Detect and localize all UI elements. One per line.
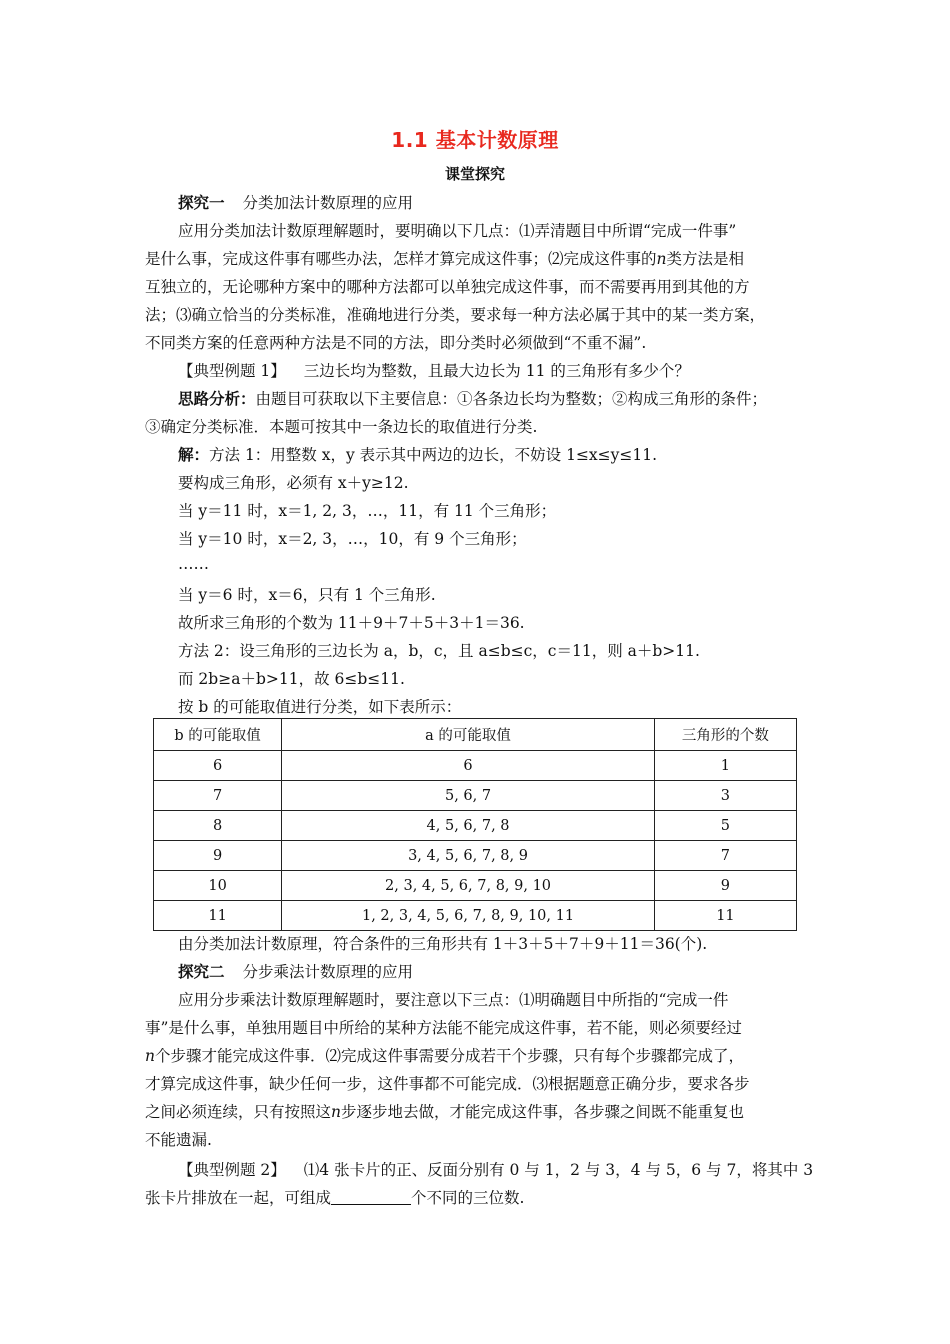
table-row bbox=[154, 781, 797, 811]
table-cell: 6 bbox=[282, 751, 655, 781]
table-cell: 3 bbox=[654, 781, 796, 811]
example-label: 【典型例题 1】 bbox=[178, 362, 286, 380]
variable-n: n bbox=[145, 1047, 155, 1065]
table-cell: 11 bbox=[154, 901, 282, 931]
paragraph-line: 应用分类加法计数原理解题时，要明确以下几点：⑴弄清题目中所谓“完成一件事” bbox=[178, 222, 737, 240]
analysis-line: ③确定分类标准．本题可按其中一条边长的取值进行分类. bbox=[145, 418, 538, 436]
table-cell: 5, 6, 7 bbox=[282, 781, 655, 811]
paragraph-line: 事”是什么事，单独用题目中所给的某种方法能不能完成这件事，若不能，则必须要经过 bbox=[145, 1019, 742, 1037]
variable-n: n bbox=[331, 1103, 341, 1121]
table-cell: 4, 5, 6, 7, 8 bbox=[282, 811, 655, 841]
solution-label: 解： bbox=[178, 446, 210, 464]
paragraph-line: 之间必须连续，只有按照这n步逐步地去做，才能完成这件事，各步骤之间既不能重复也 bbox=[145, 1103, 745, 1121]
section-name: 分步乘法计数原理的应用 bbox=[242, 963, 414, 981]
paragraph-line: 不同类方案的任意两种方法是不同的方法，即分类时必须做到“不重不漏”. bbox=[145, 334, 647, 352]
table-cell: 1, 2, 3, 4, 5, 6, 7, 8, 9, 10, 11 bbox=[282, 901, 655, 931]
table-cell: 1 bbox=[654, 751, 796, 781]
table-header-cell: b 的可能取值 bbox=[154, 719, 282, 751]
solution-line: 当 y＝10 时，x＝2, 3，…，10，有 9 个三角形； bbox=[178, 530, 527, 548]
solution-line: 按 b 的可能取值进行分类，如下表所示： bbox=[178, 698, 462, 716]
solution-line: 当 y＝6 时，x＝6，只有 1 个三角形. bbox=[178, 586, 436, 604]
classification-table bbox=[153, 718, 797, 931]
section-name: 分类加法计数原理的应用 bbox=[242, 194, 414, 212]
variable-n: n bbox=[656, 250, 667, 268]
table-cell: 9 bbox=[654, 871, 796, 901]
table-cell: 2, 3, 4, 5, 6, 7, 8, 9, 10 bbox=[282, 871, 655, 901]
paragraph-line: 互独立的，无论哪种方案中的哪种方法都可以单独完成这件事，而不需要再用到其他的方 bbox=[145, 278, 750, 296]
solution-line: 要构成三角形，必须有 x＋y≥12. bbox=[178, 474, 409, 492]
solution-line: 解：方法 1：用整数 x，y 表示其中两边的边长，不妨设 1≤x≤y≤11. bbox=[178, 446, 658, 464]
solution-conclusion: 由分类加法计数原理，符合条件的三角形共有 1＋3＋5＋7＋9＋11＝36(个). bbox=[178, 935, 708, 953]
table-row bbox=[154, 751, 797, 781]
example-2-question: 【典型例题 2】 ⑴4 张卡片的正、反面分别有 0 与 1，2 与 3，4 与 5，6 与 7，将其中 3 bbox=[178, 1161, 814, 1179]
example-label: 【典型例题 2】 bbox=[178, 1161, 286, 1179]
section-label: 探究一 bbox=[178, 194, 225, 212]
section-label: 探究二 bbox=[178, 963, 225, 981]
table-cell: 11 bbox=[654, 901, 796, 931]
example-1-question: 【典型例题 1】 三边长均为整数，且最大边长为 11 的三角形有多少个？ bbox=[178, 362, 690, 380]
solution-line: …… bbox=[178, 555, 209, 573]
paragraph-line: 法；⑶确立恰当的分类标准，准确地进行分类，要求每一种方法必属于其中的某一类方案， bbox=[145, 306, 766, 324]
analysis-label: 思路分析： bbox=[178, 390, 256, 408]
table-header-row bbox=[154, 719, 797, 751]
solution-line: 而 2b≥a＋b>11，故 6≤b≤11. bbox=[178, 670, 405, 688]
section-heading-1 bbox=[178, 191, 413, 213]
table-cell: 5 bbox=[654, 811, 796, 841]
table-cell: 7 bbox=[154, 781, 282, 811]
table-cell: 7 bbox=[654, 841, 796, 871]
table-cell: 10 bbox=[154, 871, 282, 901]
table-cell: 9 bbox=[154, 841, 282, 871]
table-row bbox=[154, 811, 797, 841]
solution-line: 当 y＝11 时，x＝1, 2, 3，…，11，有 11 个三角形； bbox=[178, 502, 557, 520]
analysis-line: 思路分析：由题目可获取以下主要信息：①各条边长均为整数；②构成三角形的条件； bbox=[178, 390, 768, 408]
solution-line: 方法 2：设三角形的三边长为 a，b，c，且 a≤b≤c，c＝11，则 a＋b>11. bbox=[178, 642, 700, 660]
answer-blank[interactable] bbox=[331, 1190, 411, 1205]
section-heading-2 bbox=[178, 960, 413, 982]
table-row bbox=[154, 901, 797, 931]
table-cell: 3, 4, 5, 6, 7, 8, 9 bbox=[282, 841, 655, 871]
solution-line: 故所求三角形的个数为 11＋9＋7＋5＋3＋1＝36. bbox=[178, 614, 525, 632]
table-cell: 6 bbox=[154, 751, 282, 781]
section-subtitle: 课堂探究 bbox=[444, 165, 505, 183]
paragraph-line: 不能遗漏. bbox=[145, 1131, 212, 1149]
paragraph-line: 应用分步乘法计数原理解题时，要注意以下三点：⑴明确题目中所指的“完成一件 bbox=[178, 991, 729, 1009]
table-header-cell: 三角形的个数 bbox=[654, 719, 796, 751]
page-title: 1.1 基本计数原理 bbox=[391, 128, 559, 152]
table-row bbox=[154, 841, 797, 871]
paragraph-line: 才算完成这件事，缺少任何一步，这件事都不可能完成．⑶根据题意正确分步，要求各步 bbox=[145, 1075, 750, 1093]
paragraph-line: n个步骤才能完成这件事．⑵完成这件事需要分成若干个步骤，只有每个步骤都完成了， bbox=[145, 1047, 744, 1065]
table-row bbox=[154, 871, 797, 901]
table-header-cell: a 的可能取值 bbox=[282, 719, 655, 751]
example-2-line: 张卡片排放在一起，可组成 个不同的三位数. bbox=[145, 1189, 525, 1207]
table-cell: 8 bbox=[154, 811, 282, 841]
paragraph-line: 是什么事，完成这件事有哪些办法，怎样才算完成这件事；⑵完成这件事的n类方法是相 bbox=[145, 250, 745, 268]
